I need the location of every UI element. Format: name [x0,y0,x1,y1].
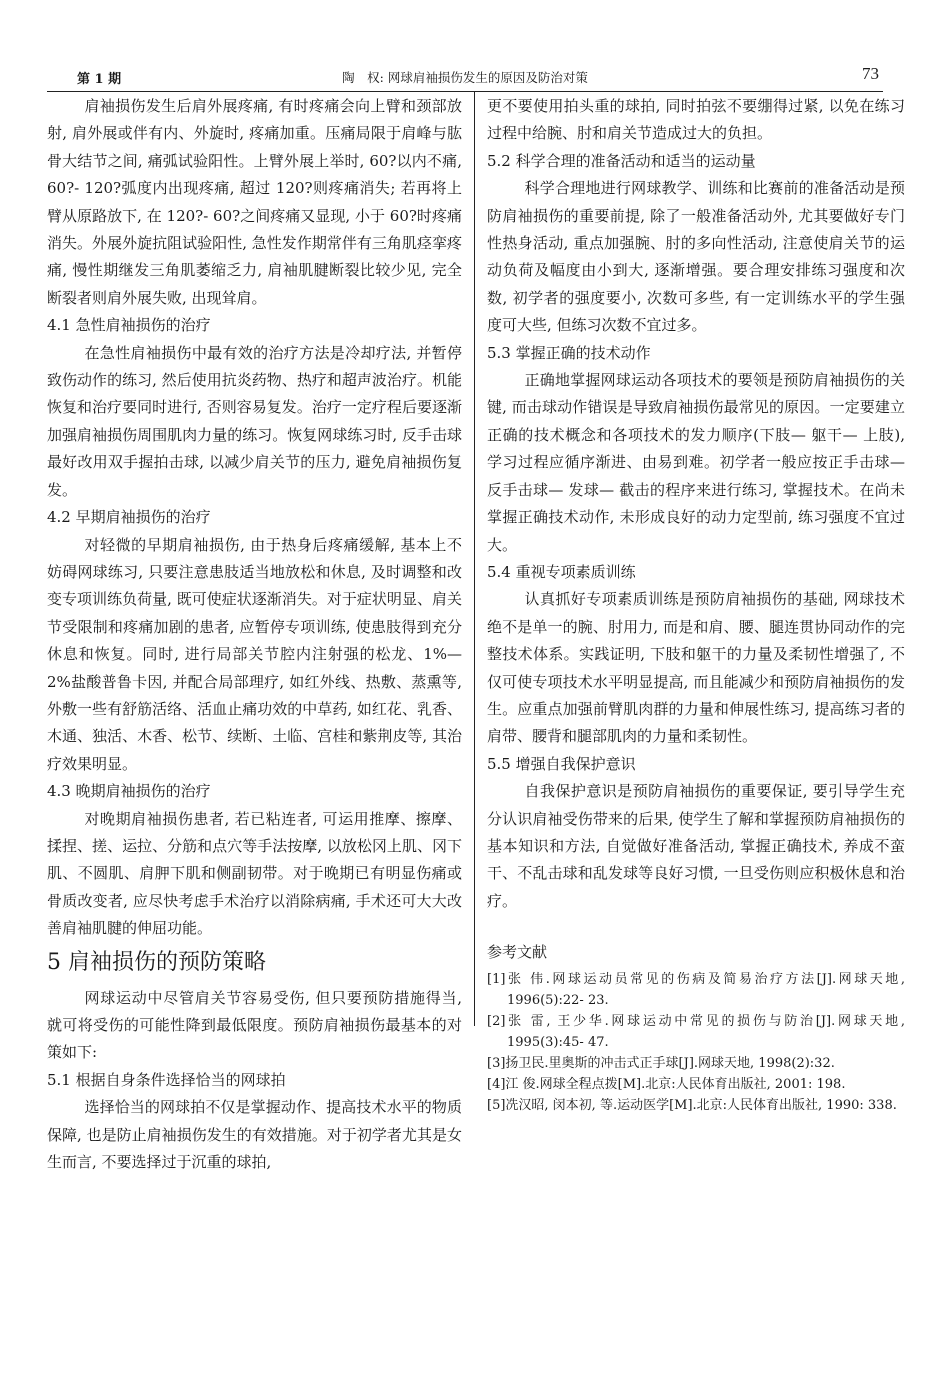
reference-item: [5]冼汉昭, 闵本初, 等.运动医学[M].北京:人民体育出版社, 1990: 338. [487,1098,897,1114]
section-heading-5-5: 5.5 增强自我保护意识 [487,754,636,773]
page-number: 73 [862,64,879,83]
right-column [487,93,905,1116]
section-heading-4-3: 4.3 晚期肩袖损伤的治疗 [47,782,211,801]
section-heading-5-1: 5.1 根据自身条件选择恰当的网球拍 [47,1070,286,1089]
paragraph-5-1-continued: 更不要使用拍头重的球拍, 同时拍弦不要绷得过紧, 以免在练习过程中给腕、肘和肩关节造成过大的负担。 [487,97,905,143]
reference-item: [3]扬卫民.里奥斯的冲击式正手球[J].网球天地, 1998(2):32. [487,1056,835,1072]
column-divider [474,91,475,1026]
paragraph-5: 网球运动中尽管肩关节容易受伤, 但只要预防措施得当, 就可将受伤的可能性降到最低限度。预防肩袖损伤最基本的对策如下: [47,988,462,1062]
left-column [47,93,462,1176]
reference-item: [1]张 伟.网球运动员常见的伤病及简易治疗方法[J].网球天地, 1996(5):22- 23. [487,972,905,1009]
header-rule [47,91,883,92]
reference-list [487,969,905,1116]
section-heading-4-1: 4.1 急性肩袖损伤的治疗 [47,316,211,335]
section-heading-4-2: 4.2 早期肩袖损伤的治疗 [47,508,211,527]
paragraph-5-2: 科学合理地进行网球教学、训练和比赛前的准备活动是预防肩袖损伤的重要前提, 除了一般准备活动外, 尤其要做好专门性热身活动, 重点加强腕、肘的多向性活动, 注意使肩关节的运动负荷及幅度由小到大, 逐渐增强。要合理安排练习强度和次数, 初学者的强度要小, 次数可多些, 有一定训练水平的学生强度可大些, 但练习次数不宜过多。 [487,179,905,335]
paragraph-4-2: 对轻微的早期肩袖损伤, 由于热身后疼痛缓解, 基本上不妨碍网球练习, 只要注意患肢适当地放松和休息, 及时调整和改变专项训练负荷量, 既可使症状逐渐消失。对于症状明显、肩关节受限制和疼痛加剧的患者, 应暂停专项训练, 使患肢得到充分休息和恢复。同时, 进行局部关节腔内注射强的松龙、1%— 2%盐酸普鲁卡因, 并配合局部理疗, 如红外线、热敷、蒸熏等, 外敷一些有舒筋活络、活血止痛功效的中草药, 如红花、乳香、木通、独活、木香、松节、续断、土临、宫桂和紫荆皮等, 其治疗效果明显。 [47,535,462,773]
running-title: 陶 权: 网球肩袖损伤发生的原因及防治对策 [342,70,588,85]
reference-item: [2]张 雷, 王少华.网球运动中常见的损伤与防治[J].网球天地, 1995(3):45- 47. [487,1014,905,1051]
paragraph-4-3: 对晚期肩袖损伤患者, 若已粘连者, 可运用推摩、擦摩、揉捏、搓、运拉、分筋和点穴等手法按摩, 以放松冈上肌、冈下肌、不圆肌、肩胛下肌和侧副韧带。对于晚期已有明显伤痛或骨质改变者, 应尽快考虑手术治疗以消除病痛, 手术还可大大改善肩袖肌腱的伸屈功能。 [47,809,462,938]
running-header [47,64,883,90]
issue-number: 第 1 期 [77,72,122,87]
paragraph-5-3: 正确地掌握网球运动各项技术的要领是预防肩袖损伤的关键, 而击球动作错误是导致肩袖损伤最常见的原因。一定要建立正确的技术概念和各项技术的发力顺序(下肢— 躯干— 上肢), 学习过程应循序渐进、由易到难。初学者一般应按正手击球— 反手击球— 发球— 截击的程序来进行练习, 掌握技术。在尚未掌握正确技术动作, 未形成良好的动力定型前, 练习强度不宜过大。 [487,371,905,554]
paragraph-4-1: 在急性肩袖损伤中最有效的治疗方法是冷却疗法, 并暂停致伤动作的练习, 然后使用抗炎药物、热疗和超声波治疗。机能恢复和治疗要同时进行, 否则容易复发。治疗一定疗程后要逐渐加强肩袖损伤周围肌肉力量的练习。恢复网球练习时, 反手击球最好改用双手握拍击球, 以减少肩关节的压力, 避免肩袖损伤复发。 [47,343,462,499]
section-heading-5: 5 肩袖损伤的预防策略 [47,949,266,975]
section-heading-5-4: 5.4 重视专项素质训练 [487,562,636,581]
section-heading-5-2: 5.2 科学合理的准备活动和适当的运动量 [487,151,756,170]
reference-item: [4]江 俊.网球全程点拨[M].北京:人民体育出版社, 2001: 198. [487,1077,846,1093]
references-title: 参考文献 [487,943,548,962]
section-heading-5-3: 5.3 掌握正确的技术动作 [487,343,651,362]
paragraph-symptoms: 肩袖损伤发生后肩外展疼痛, 有时疼痛会向上臂和颈部放射, 肩外展或伴有内、外旋时, 疼痛加重。压痛局限于肩峰与肱骨大结节之间, 痛弧试验阳性。上臂外展上举时, 60?以内不痛, 60?- 120?弧度内出现疼痛, 超过 120?则疼痛消失; 若再将上臂从原路放下, 在 120?- 60?之间疼痛又显现, 小于 60?时疼痛消失。外展外旋抗阻试验阳性, 急性发作期常伴有三角肌痉挛疼痛, 慢性期继发三角肌萎缩乏力, 肩袖肌腱断裂比较少见, 完全断裂者则肩外展失败, 出现耸肩。 [47,97,462,307]
paragraph-5-1: 选择恰当的网球拍不仅是掌握动作、提高技术水平的物质保障, 也是防止肩袖损伤发生的有效措施。对于初学者尤其是女生而言, 不要选择过于沉重的球拍, [47,1098,462,1172]
paragraph-5-5: 自我保护意识是预防肩袖损伤的重要保证, 要引导学生充分认识肩袖受伤带来的后果, 使学生了解和掌握预防肩袖损伤的基本知识和方法, 自觉做好准备活动, 掌握正确技术, 养成不蛮干、不乱击球和乱发球等良好习惯, 一旦受伤则应积极休息和治疗。 [487,782,905,910]
paragraph-5-4: 认真抓好专项素质训练是预防肩袖损伤的基础, 网球技术绝不是单一的腕、肘用力, 而是和肩、腰、腿连贯协同动作的完整技术体系。实践证明, 下肢和躯干的力量及柔韧性增强了, 不仅可使专项技术水平明显提高, 而且能减少和预防肩袖损伤的发生。应重点加强前臂肌肉群的力量和伸展性练习, 提高练习者的肩带、腰背和腿部肌肉的力量和柔韧性。 [487,590,905,746]
references [487,939,905,1116]
